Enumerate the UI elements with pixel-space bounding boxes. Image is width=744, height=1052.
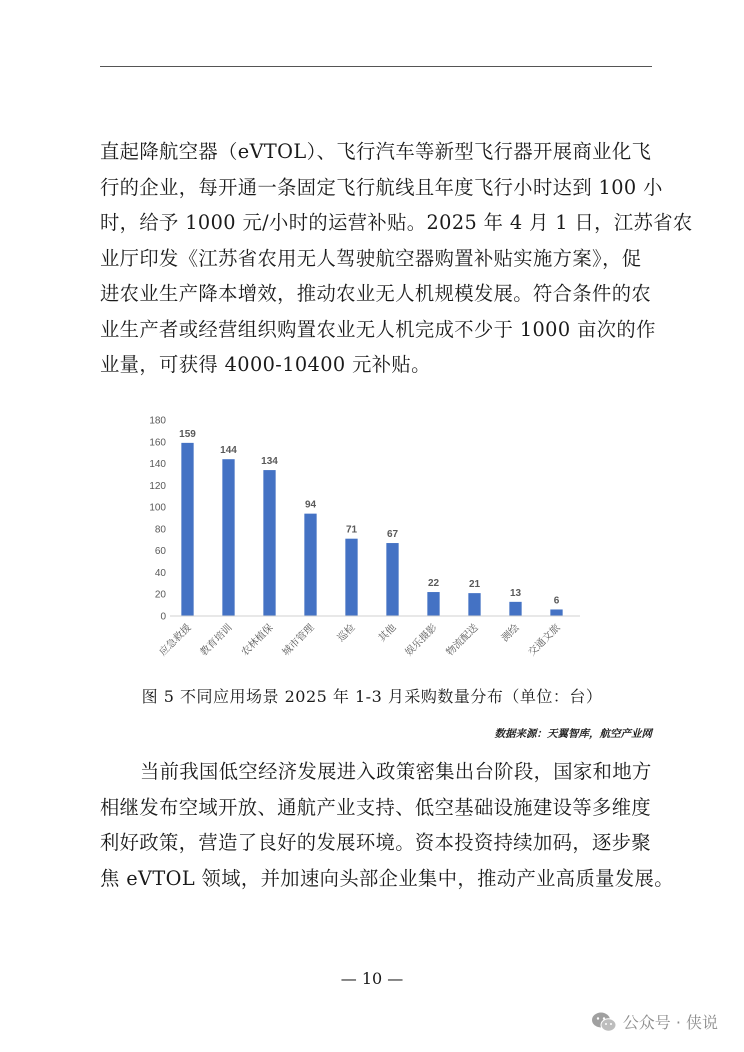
x-tick-label: 娱乐摄影	[403, 622, 440, 659]
bar	[181, 443, 193, 616]
x-tick-label: 交通文旅	[526, 622, 563, 659]
bar-data-label: 13	[509, 587, 522, 599]
bar-data-label: 71	[345, 524, 358, 536]
procurement-bar-chart	[130, 406, 600, 678]
paragraph-line: 业厅印发《江苏省农用无人驾驶航空器购置补贴实施方案》，促	[100, 246, 642, 270]
y-tick-label: 160	[149, 437, 166, 449]
x-tick-label: 应急救援	[157, 622, 194, 659]
paragraph-market-outlook	[100, 754, 674, 896]
bar-data-label: 67	[386, 529, 399, 541]
bar	[550, 609, 562, 616]
bar-data-label: 94	[304, 499, 317, 511]
y-tick-label: 0	[160, 611, 166, 623]
header-rule	[100, 66, 652, 67]
bar	[427, 592, 439, 616]
bar-data-label: 22	[427, 578, 440, 590]
paragraph-line: 进农业生产降本增效，推动农业无人机规模发展。符合条件的农	[100, 282, 652, 305]
paragraph-subsidy-policy	[100, 134, 693, 383]
paragraph-line: 焦 eVTOL 领域，并加速向头部企业集中，推动产业高质量发展。	[100, 866, 674, 890]
bar	[345, 539, 357, 616]
y-tick-label: 20	[154, 589, 166, 601]
paragraph-line: 时，给予 1000 元/小时的运营补贴。2025 年 4 月 1 日，江苏省农	[100, 211, 693, 234]
x-axis	[156, 616, 580, 658]
bar	[222, 459, 234, 616]
watermark	[591, 1010, 718, 1033]
data-source-note: 数据来源：天翼智库，航空产业网	[494, 728, 652, 740]
bar	[509, 602, 521, 616]
bar-data-label: 6	[553, 595, 560, 607]
bar	[468, 593, 480, 616]
paragraph-line: 业生产者或经营组织购置农业无人机完成不少于 1000 亩次的作	[100, 317, 656, 341]
paragraph-line: 业量，可获得 4000-10400 元补贴。	[100, 353, 431, 376]
x-tick-label: 城市管理	[280, 622, 317, 659]
y-tick-label: 140	[149, 459, 166, 471]
x-tick-label: 测绘	[499, 622, 522, 645]
y-tick-label: 120	[149, 480, 166, 492]
wechat-icon	[591, 1011, 617, 1033]
bar-data-label: 21	[468, 579, 481, 591]
y-axis	[149, 416, 166, 623]
watermark-text: 公众号 · 侠说	[622, 1013, 718, 1032]
bar-data-label: 134	[261, 456, 278, 468]
bar	[304, 514, 316, 616]
page-number: — 10 —	[340, 969, 404, 988]
y-tick-label: 100	[149, 502, 166, 514]
x-tick-label: 其他	[376, 622, 399, 645]
x-tick-label: 教育培训	[198, 622, 235, 659]
paragraph-line: 直起降航空器（eVTOL）、飞行汽车等新型飞行器开展商业化飞	[100, 140, 652, 163]
x-tick-label: 农林植保	[239, 622, 276, 659]
paragraph-line: 行的企业，每开通一条固定飞行航线且年度飞行小时达到 100 小	[100, 175, 663, 199]
bar-data-label: 144	[220, 445, 237, 457]
bar-series	[179, 429, 562, 616]
paragraph-line: 利好政策，营造了良好的发展环境。资本投资持续加码，逐步聚	[100, 831, 652, 854]
x-tick-label: 巡检	[335, 622, 358, 645]
bar	[386, 543, 398, 616]
figure-caption: 图 5 不同应用场景 2025 年 1-3 月采购数量分布（单位：台）	[141, 687, 603, 706]
paragraph-line: 当前我国低空经济发展进入政策密集出台阶段，国家和地方	[140, 760, 652, 783]
bar-data-label: 159	[179, 428, 196, 440]
bar	[263, 470, 275, 616]
y-tick-label: 80	[154, 524, 166, 536]
y-tick-label: 180	[149, 415, 166, 427]
paragraph-line: 相继发布空域开放、通航产业支持、低空基础设施建设等多维度	[100, 795, 652, 819]
y-tick-label: 40	[154, 567, 166, 579]
y-tick-label: 60	[154, 546, 166, 558]
x-tick-label: 物流配送	[444, 622, 481, 659]
